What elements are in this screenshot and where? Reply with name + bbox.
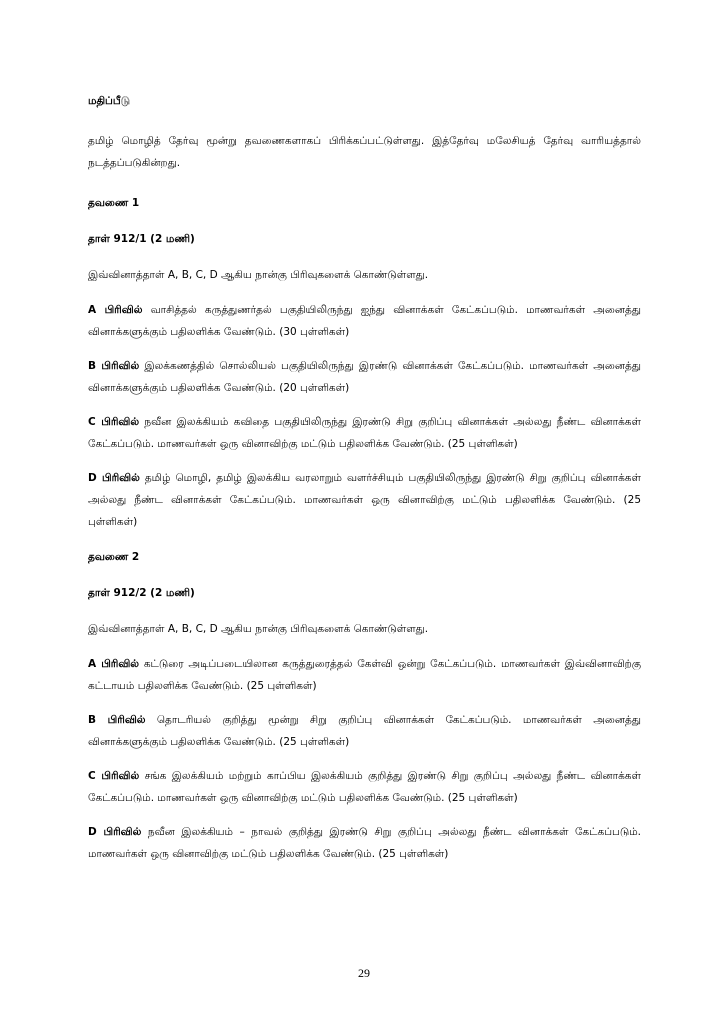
section-label: A பிரிவில்	[88, 304, 143, 316]
term-1-overview: இவ்வினாத்தாள் A, B, C, D ஆகிய நான்கு பிரிவுகளைக் கொண்டுள்ளது.	[88, 269, 429, 281]
section-label: C பிரிவில்	[88, 416, 140, 428]
term-2-section-a	[88, 653, 641, 697]
term-1-section-d	[88, 467, 641, 533]
section-text: நவீன இலக்கியம் கவிதை பகுதியிலிருந்து இரண்டு சிறு குறிப்பு வினாக்கள் அல்லது நீண்ட வினாக்கள் கேட்கப்படும். மாணவர்கள் ஒரு வினாவிற்கு மட்டும் பதிலளிக்க வேண்டும். (25 புள்ளிகள்)	[88, 416, 641, 450]
section-label: D பிரிவில்	[88, 826, 142, 838]
section-label: B பிரிவில்	[88, 714, 146, 726]
term-1-heading: தவணை 1	[88, 197, 140, 209]
page-number: 29	[358, 966, 370, 980]
section-text: நவீன இலக்கியம் – நாவல் குறித்து இரண்டு சிறு குறிப்பு அல்லது நீண்ட வினாக்கள் கேட்கப்படும். மாணவர்கள் ஒரு வினாவிற்கு மட்டும் பதிலளிக்க வேண்டும். (25 புள்ளிகள்)	[88, 826, 641, 860]
section-label: D பிரிவில்	[88, 472, 140, 484]
intro-paragraph: தமிழ் மொழித் தேர்வு மூன்று தவணைகளாகப் பிரிக்கப்பட்டுள்ளது. இத்தேர்வு மலேசியத் தேர்வு வாரியத்தால் நடத்தப்படுகின்றது.	[88, 135, 641, 169]
section-text: கட்டுரை அடிப்படையிலான கருத்துரைத்தல் கேள்வி ஒன்று கேட்கப்படும். மாணவர்கள் இவ்வினாவிற்கு கட்டாயம் பதிலளிக்க வேண்டும். (25 புள்ளிகள்)	[88, 658, 642, 692]
section-label: B பிரிவில்	[88, 360, 140, 372]
page-title: மதிப்பீடு	[88, 95, 131, 107]
section-text: இலக்கணத்தில் சொல்லியல் பகுதியிலிருந்து இரண்டு வினாக்கள் கேட்கப்படும். மாணவர்கள் அனைத்து வினாக்களுக்கும் பதிலளிக்க வேண்டும். (20 புள்ளிகள்)	[88, 360, 641, 394]
term-1-section-a	[88, 299, 641, 343]
term-2-overview: இவ்வினாத்தாள் A, B, C, D ஆகிய நான்கு பிரிவுகளைக் கொண்டுள்ளது.	[88, 623, 429, 635]
section-text: சங்க இலக்கியம் மற்றும் காப்பிய இலக்கியம் குறித்து இரண்டு சிறு குறிப்பு அல்லது நீண்ட வினாக்கள் கேட்கப்படும். மாணவர்கள் ஒரு வினாவிற்கு மட்டும் பதிலளிக்க வேண்டும். (25 புள்ளிகள்)	[88, 770, 641, 804]
section-text: தொடரியல் குறித்து மூன்று சிறு குறிப்பு வினாக்கள் கேட்கப்படும். மாணவர்கள் அனைத்து வினாக்களுக்கும் பதிலளிக்க வேண்டும். (25 புள்ளிகள்)	[88, 714, 641, 748]
term-2-section-b	[88, 709, 641, 753]
term-1-paper: தாள் 912/1 (2 மணி)	[88, 233, 195, 245]
term-2-section-d	[88, 821, 641, 865]
term-2-heading: தவணை 2	[88, 551, 140, 563]
document-page	[88, 90, 641, 865]
section-text: தமிழ் மொழி, தமிழ் இலக்கிய வரலாறும் வளர்ச்சியும் பகுதியிலிருந்து இரண்டு சிறு குறிப்பு வினாக்கள் அல்லது நீண்ட வினாக்கள் கேட்கப்படும். மாணவர்கள் ஒரு வினாவிற்கு மட்டும் பதிலளிக்க வேண்டும். (25 புள்ளிகள்)	[88, 472, 641, 528]
section-label: C பிரிவில்	[88, 770, 140, 782]
section-text: வாசித்தல் கருத்துணர்தல் பகுதியிலிருந்து ஐந்து வினாக்கள் கேட்கப்படும். மாணவர்கள் அனைத்து வினாக்களுக்கும் பதிலளிக்க வேண்டும். (30 புள்ளிகள்)	[88, 304, 641, 338]
term-1-section-b	[88, 355, 641, 399]
term-2-paper: தாள் 912/2 (2 மணி)	[88, 587, 195, 599]
section-label: A பிரிவில்	[88, 658, 140, 670]
term-2-section-c	[88, 765, 641, 809]
term-1-section-c	[88, 411, 641, 455]
